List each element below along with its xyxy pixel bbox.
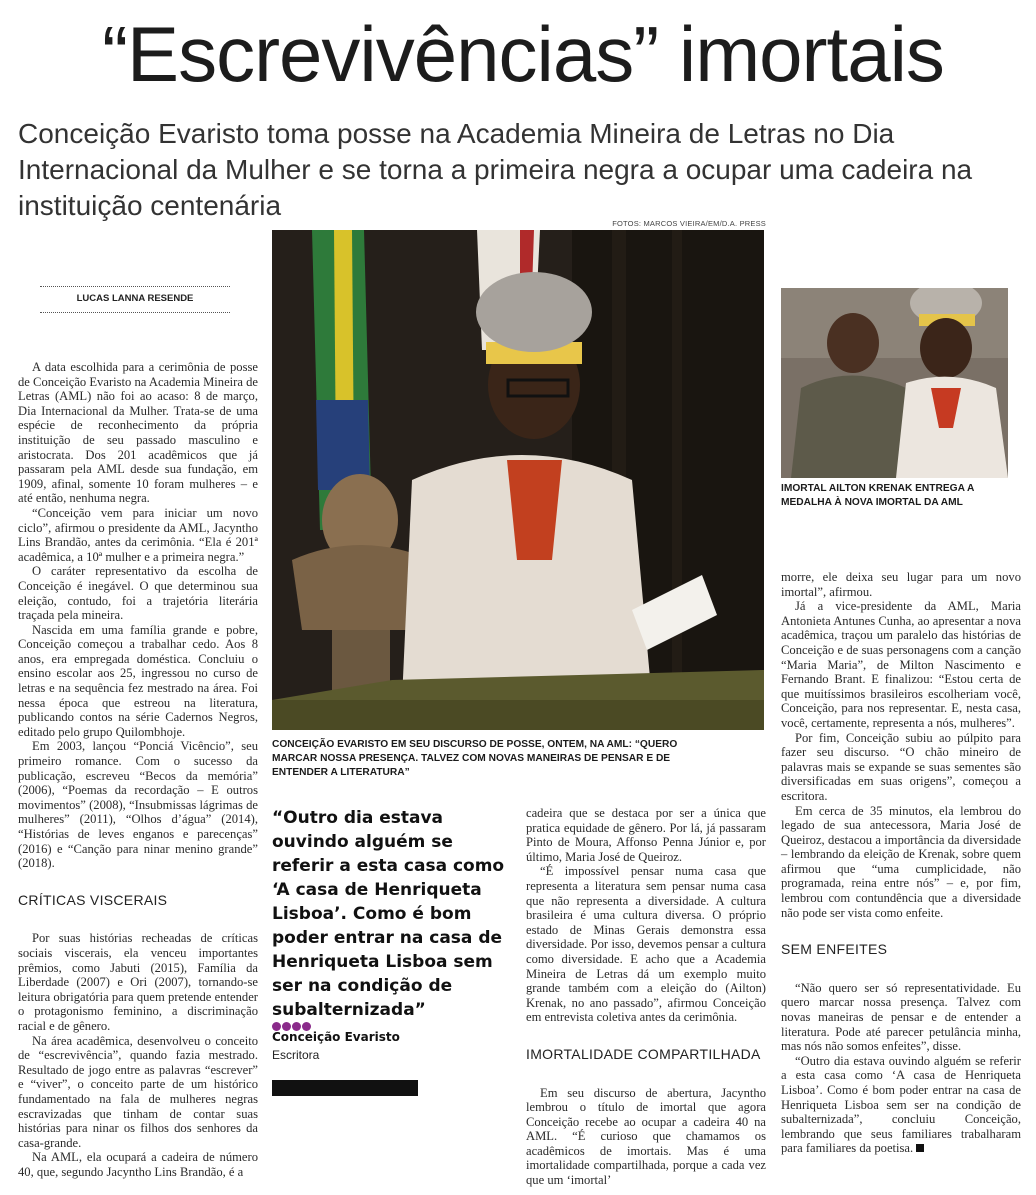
paragraph xyxy=(781,1054,1021,1156)
article-column-1 xyxy=(18,360,258,1179)
section-title-criticas: CRÍTICAS VISCERAIS xyxy=(18,891,168,908)
speaker-at-podium-image xyxy=(272,230,764,730)
quote-author: Conceição Evaristo xyxy=(272,1030,400,1044)
section-title-imortalidade: IMORTALIDADE COMPARTILHADA xyxy=(526,1045,761,1062)
article-column-4 xyxy=(781,570,1021,1156)
paragraph: Em 2003, lançou “Ponciá Vicêncio”, seu primeiro romance. Com o sucesso da publicação, escreveu “Becos da memória” (2006), “Poemas da recordação – E outros movimentos” (2008), “Insubmissas lágrimas de mulheres” (2011), “Olhos d’água” (2014), “Histórias de leves enganos e parecenças” (2016) e “Canção para ninar menino grande” (2018). xyxy=(18,739,258,871)
paragraph: “Não quero ser só representatividade. Eu quero marcar nossa presença. Talvez com novas maneiras de pensar e de entender a literatura. Pode até parecer petulância minha, mas nós não somos enfeites”, disse. xyxy=(781,980,1021,1054)
byline: LUCAS LANNA RESENDE xyxy=(40,286,230,313)
paragraph: Na área acadêmica, desenvolveu o conceito de “escrevivência”, quando fazia mestrado. Resultado de jogo entre as palavras “escrever” e “viver”, o conceito parte de um histórico fundamentado na fala de mulheres negras escravizadas que tinham de contar suas histórias para ninar os filhos dos senhores da casa-grande. xyxy=(18,1033,258,1150)
paragraph-text: “Outro dia estava ouvindo alguém se referir a esta casa como ‘A casa de Henriqueta Lisboa’. Como é bom poder entrar na casa de Henriqueta Lisboa sem ser na condição de subalternizada”, concluiu Conceição, lembrando que seus familiares trabalharam para familiares da poetisa. xyxy=(781,1053,1021,1156)
paragraph: O caráter representativo da escolha de Conceição é inegável. O que determinou sua eleição, contudo, foi a trajetória literária traçada pela mineira. xyxy=(18,564,258,623)
article-column-3 xyxy=(526,806,766,1188)
main-photo xyxy=(272,230,764,730)
paragraph: Por suas histórias recheadas de críticas sociais viscerais, ela venceu importantes prêmios, como Jabuti (2015), Família da Liberdade (2007) e Ori (2007), tornando-se leitura obrigatória para quem pretende entender o protagonismo feminino, a discriminação racial e de gênero. xyxy=(18,931,258,1033)
subheadline: Conceição Evaristo toma posse na Academia Mineira de Letras no Dia Internacional da Mulher e se torna a primeira negra a ocupar uma cadeira na instituição centenária xyxy=(18,118,973,221)
paragraph: cadeira que se destaca por ser a única que pratica equidade de gênero. Por lá, já passaram Pinto de Moura, Affonso Penna Júnior e, por último, Maria José de Queiroz. xyxy=(526,806,766,864)
headline: “Escrevivências” imortais xyxy=(102,10,944,98)
side-photo xyxy=(781,288,1008,478)
photo-credit: FOTOS: MARCOS VIEIRA/EM/D.A. PRESS xyxy=(612,219,766,228)
paragraph: Na AML, ela ocupará a cadeira de número 40, que, segundo Jacyntho Lins Brandão, é a xyxy=(18,1150,258,1179)
paragraph: Nascida em uma família grande e pobre, Conceição começou a trabalhar cedo. Aos 8 anos, era empregada doméstica. Concluiu o ensino escolar aos 25, ingressou no curso de letras e na sequência fez mestrado na área. Foi nessa época que estreou na literatura, publicando contos na série Cadernos Negros, editado pelo grupo Quilombhoje. xyxy=(18,622,258,739)
paragraph: morre, ele deixa seu lugar para um novo imortal”, afirmou. xyxy=(781,570,1021,599)
quote-author-role: Escritora xyxy=(272,1048,320,1062)
end-mark xyxy=(916,1144,924,1152)
section-title-sem-enfeites: SEM ENFEITES xyxy=(781,941,888,958)
paragraph: “Conceição vem para iniciar um novo ciclo”, afirmou o presidente da AML, Jacyntho Lins Brandão, antes da cerimônia. “Ela é 201ª acadêmica, a 10ª mulher e a primeira negra.” xyxy=(18,505,258,564)
decorative-bar xyxy=(272,1080,418,1096)
paragraph: Em seu discurso de abertura, Jacyntho lembrou o título de imortal que agora Conceição recebe ao ocupar a cadeira 40 na AML. “É curioso que chamamos os acadêmicos de imortais. Mas é uma imortalidade compartilhada, porque a cada vez que um ‘imortal’ xyxy=(526,1085,766,1188)
paragraph: Por fim, Conceição subiu ao púlpito para fazer seu discurso. “O chão mineiro de palavras mais se expande se suas sementes são diversificadas em suas origens”, começou a escritora. xyxy=(781,730,1021,803)
side-photo-caption: IMORTAL AILTON KRENAK ENTREGA A MEDALHA À NOVA IMORTAL DA AML xyxy=(781,483,974,508)
main-photo-caption: CONCEIÇÃO EVARISTO EM SEU DISCURSO DE POSSE, ONTEM, NA AML: “QUERO MARCAR NOSSA PRESENÇA. TALVEZ COM NOVAS MANEIRAS DE PENSAR E DE ENTENDER A LITERATURA” xyxy=(272,739,678,778)
paragraph: “É impossível pensar numa casa que representa a literatura sem pensar numa casa que não representa a diversidade. A cultura brasileira é uma cultura diversa. O próprio estado de Minas Gerais demonstra essa diversidade. Por isso, devemos pensar a cultura como diversidade. E acho que a Academia Mineira de Letras dá um exemplo muito grande também com a eleição do (Ailton) Krenak, no ano passado”, afirmou Conceição em entrevista coletiva antes da cerimônia. xyxy=(526,864,766,1025)
medal-ceremony-image xyxy=(781,288,1008,478)
paragraph: Em cerca de 35 minutos, ela lembrou do legado de sua antecessora, Maria José de Queiroz, destacou a importância da diversidade – lembrando da eleição de Krenak, sobre quem afirmou que “uma cumplicidade, não programada, reina entre nós” – e, por fim, lembrou com contundência que a diversidade não pode ser vista como enfeite. xyxy=(781,803,1021,920)
paragraph: Já a vice-presidente da AML, Maria Antonieta Antunes Cunha, ao apresentar a nova acadêmica, traçou um paralelo das histórias de Conceição e de suas personagens com a canção “Maria Maria”, de Milton Nascimento e Fernando Brant. E finalizou: “Estou certa de que muitíssimos brasileiros escolheriam você, Conceição, para nos representar. E, nesta casa, você, certamente, representa a nós, mulheres”. xyxy=(781,599,1021,730)
paragraph: A data escolhida para a cerimônia de posse de Conceição Evaristo na Academia Mineira de Letras (AML) não foi ao acaso: 8 de março, Dia Internacional da Mulher. Trata-se de uma espécie de reconhecimento da própria instituição de seu passado masculino e aristocrata. Dos 201 acadêmicos que já passaram pela AML desde sua fundação, em 1909, afinal, somente 10 foram mulheres – e até então, nenhuma negra. xyxy=(18,360,258,506)
pull-quote: “Outro dia estava ouvindo alguém se referir a esta casa como ‘A casa de Henriqueta Lisboa’. Como é bom poder entrar na casa de Henriqueta Lisboa sem ser na condição de subalternizada” xyxy=(272,808,505,1020)
